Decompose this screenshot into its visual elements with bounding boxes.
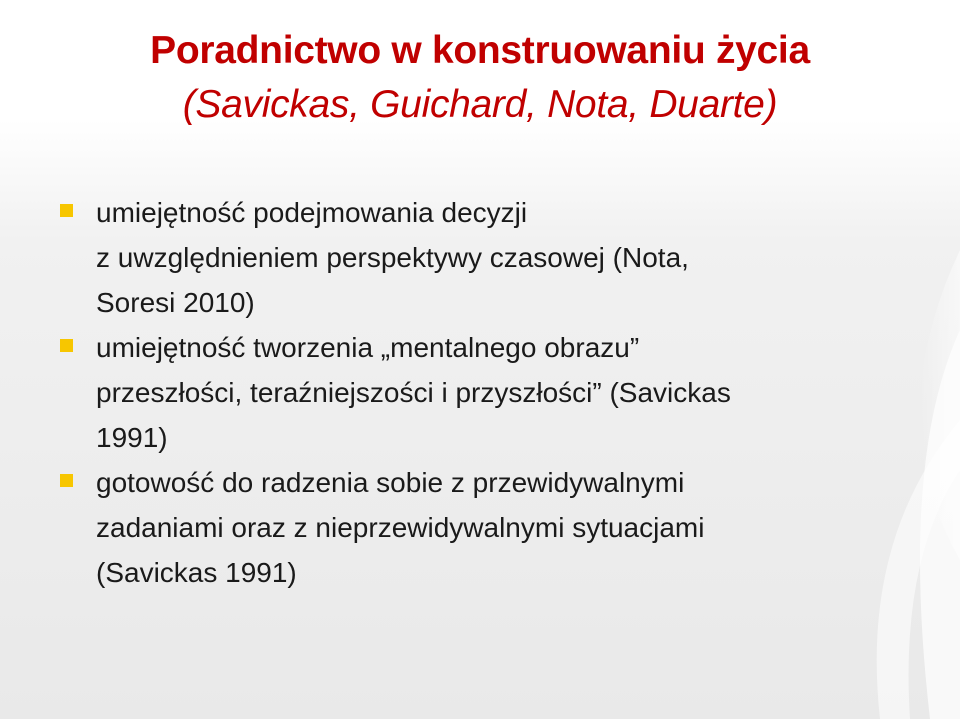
square-bullet-icon — [60, 474, 73, 487]
slide-subtitle: (Savickas, Guichard, Nota, Duarte) — [182, 83, 778, 126]
bullet-line: 1991) — [96, 422, 168, 453]
bullet-text — [96, 190, 916, 325]
bullet-line: z uwzględnieniem perspektywy czasowej (Nota, — [96, 242, 689, 273]
square-bullet-icon — [60, 339, 73, 352]
bullet-item — [56, 190, 916, 325]
bullet-text — [96, 325, 916, 460]
bullet-line: przeszłości, teraźniejszości i przyszłości” (Savickas — [96, 377, 731, 408]
title-block — [0, 24, 960, 132]
bullet-item — [56, 325, 916, 460]
bullet-line: umiejętność podejmowania decyzji — [96, 197, 528, 228]
bullet-text — [96, 460, 916, 595]
bullet-line: umiejętność tworzenia „mentalnego obrazu” — [96, 332, 640, 363]
bullet-list — [56, 190, 916, 595]
bullet-line: gotowość do radzenia sobie z przewidywalnymi — [96, 467, 685, 498]
square-bullet-icon — [60, 204, 73, 217]
bullet-line: zadaniami oraz z nieprzewidywalnymi sytuacjami — [96, 512, 705, 543]
bullet-line: Soresi 2010) — [96, 287, 255, 318]
slide-title: Poradnictwo w konstruowaniu życia — [150, 29, 810, 72]
bullet-line: (Savickas 1991) — [96, 557, 297, 588]
bullet-item — [56, 460, 916, 595]
